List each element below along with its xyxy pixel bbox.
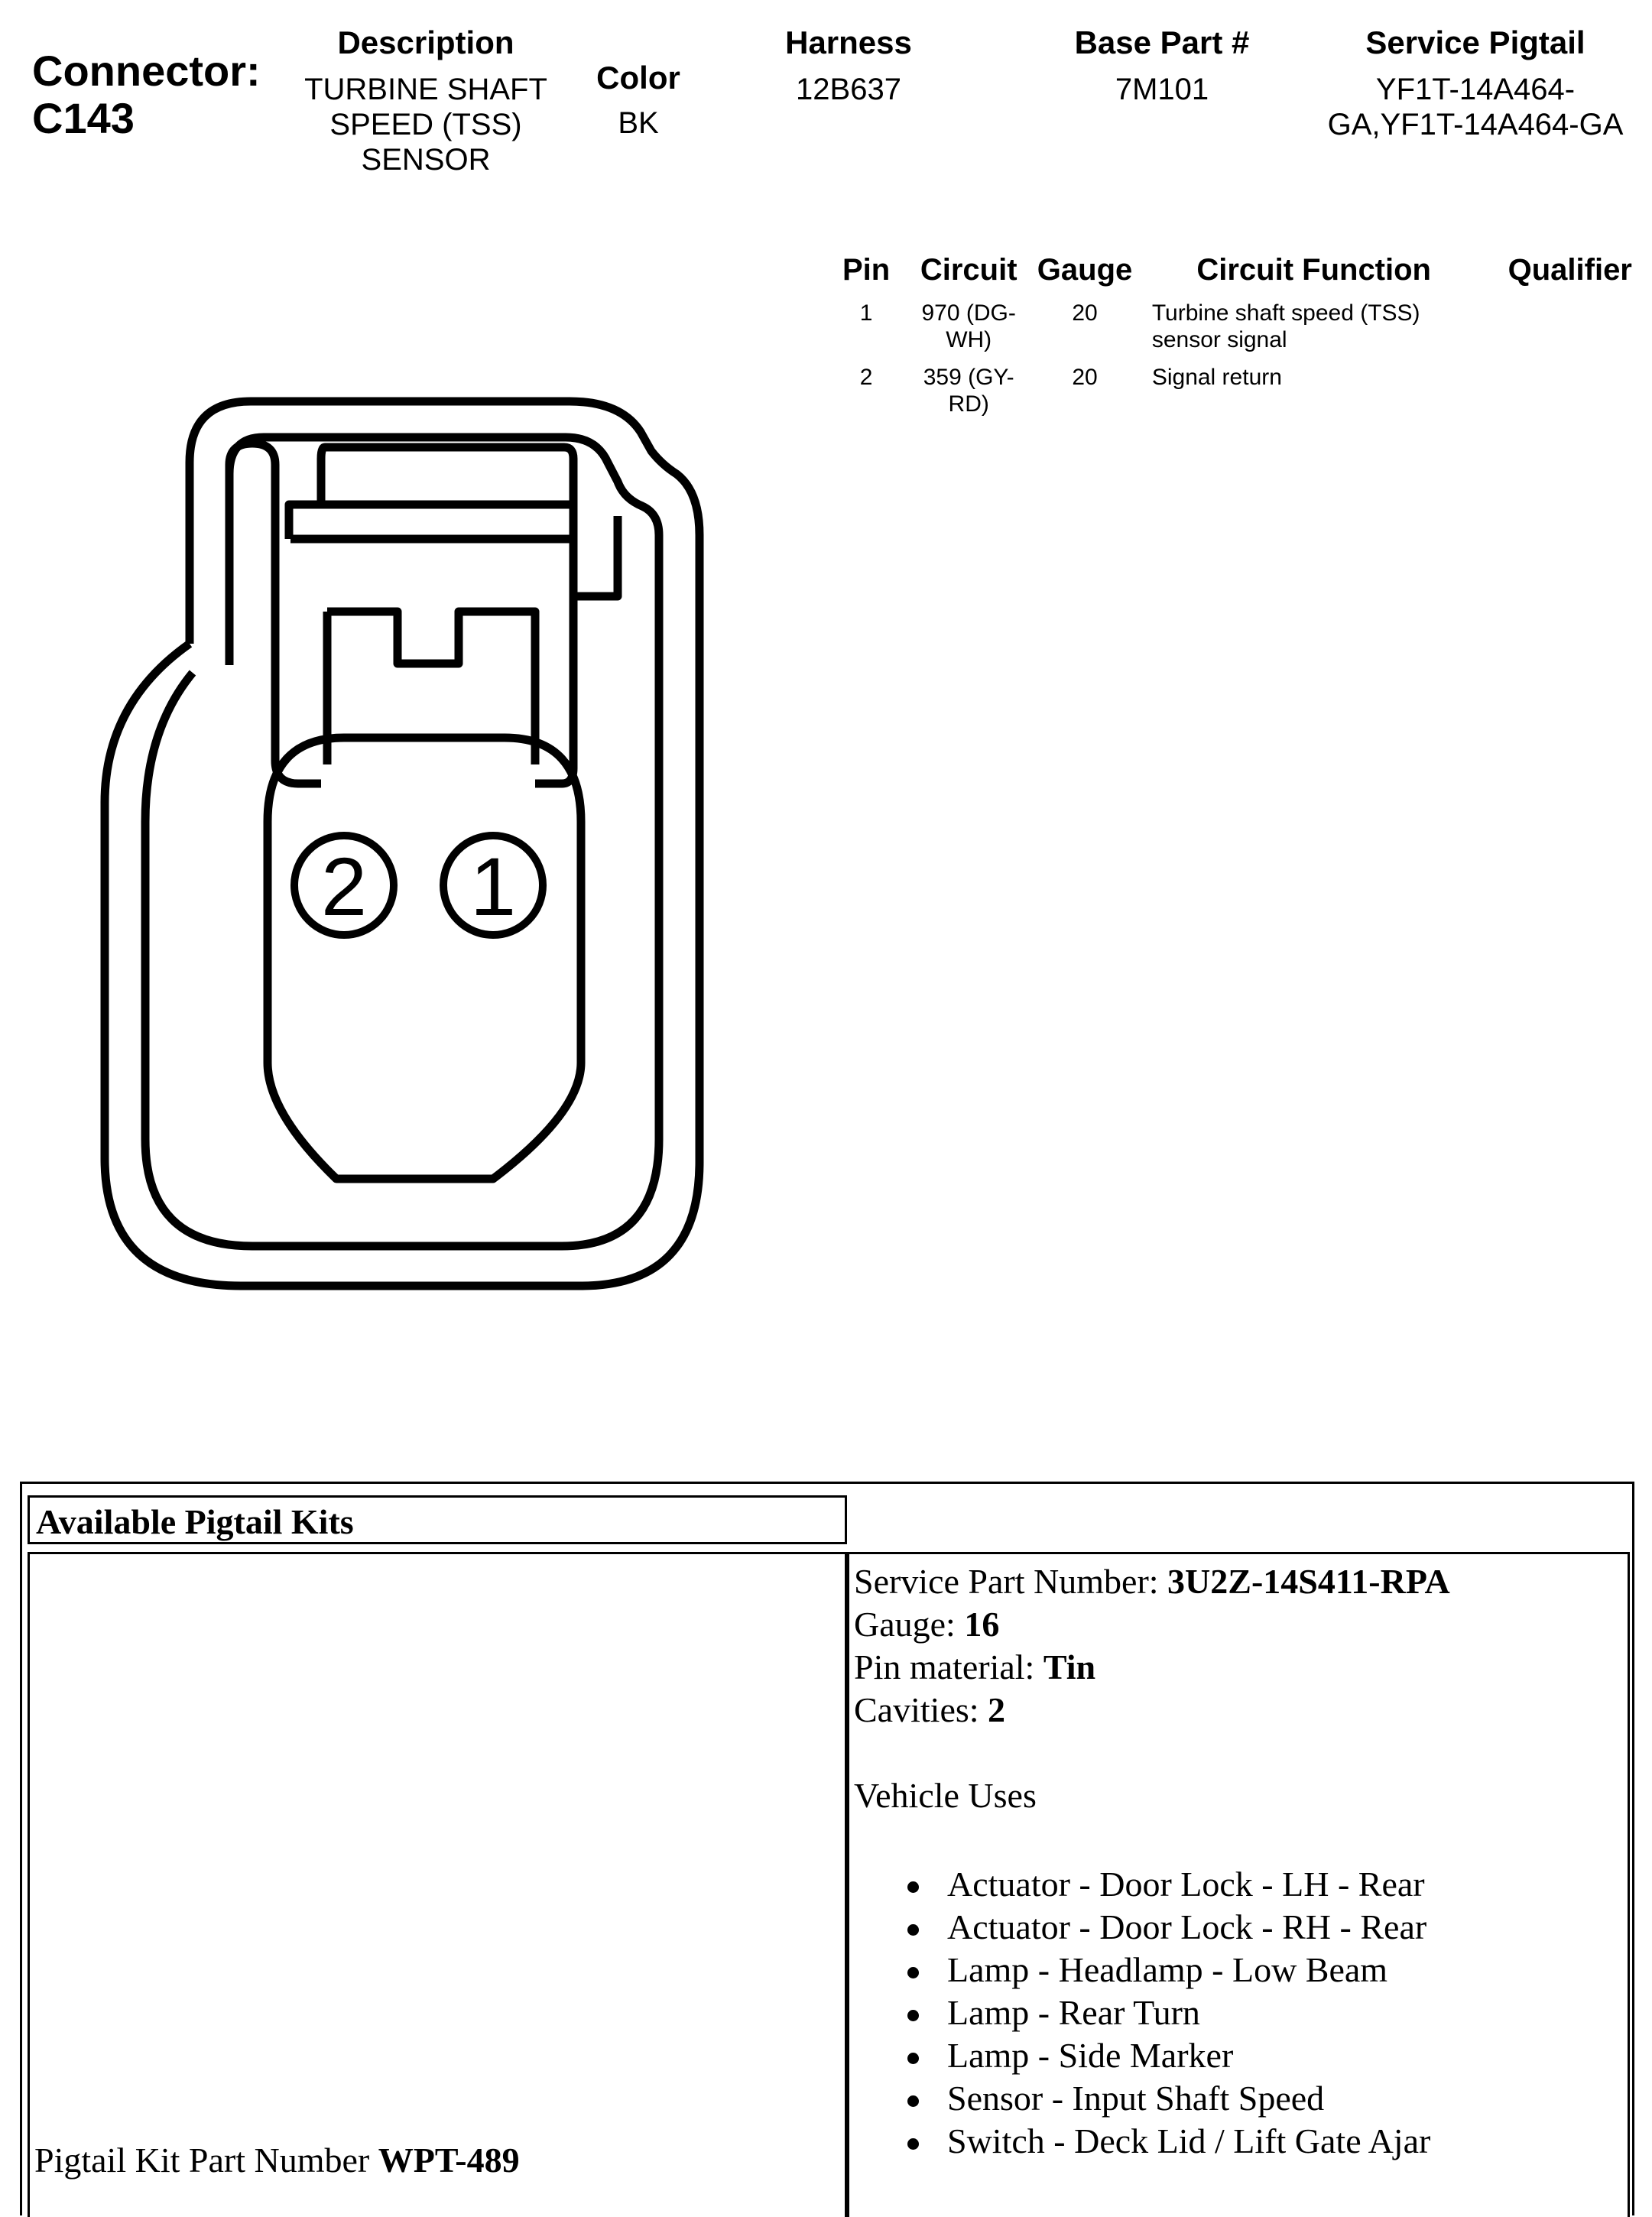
circuit-function-header: Circuit Function — [1196, 253, 1431, 287]
list-item: Lamp - Rear Turn — [907, 1991, 1450, 2034]
connector-outer-shell — [105, 401, 699, 1286]
pin-cavity-body — [268, 738, 581, 1179]
pin-2-label: 2 — [320, 840, 368, 933]
color-heading: Color — [596, 60, 680, 96]
base-part-heading: Base Part # — [1074, 24, 1250, 60]
circuit-function-cell: Turbine shaft speed (TSS) sensor signal — [1151, 300, 1420, 352]
pigtail-kit-part-number — [34, 2139, 520, 2182]
pin-table-header-row — [829, 251, 1647, 300]
base-part-value: 7M101 — [1115, 73, 1209, 106]
connector-face-diagram — [0, 0, 764, 1345]
pin-material-value: Tin — [1043, 1647, 1096, 1686]
list-item: Switch - Deck Lid / Lift Gate Ajar — [907, 2120, 1450, 2163]
circuit-cell: 970 (DG-WH) — [921, 300, 1016, 352]
pigtail-kit-part-value: WPT-489 — [378, 2141, 520, 2180]
gauge-header: Gauge — [1037, 253, 1133, 287]
circuit-cell: 359 (GY-RD) — [923, 365, 1014, 417]
cavities-value: 2 — [988, 1690, 1006, 1729]
service-pigtail-value: YF1T-14A464-GA,YF1T-14A464-GA — [1327, 73, 1624, 141]
pigtail-kit-details-cell — [847, 1552, 1630, 2217]
list-item: Actuator - Door Lock - RH - Rear — [907, 1906, 1450, 1949]
key-block — [289, 505, 618, 764]
gauge-line — [854, 1603, 1450, 1646]
cavities-label: Cavities: — [854, 1690, 988, 1729]
pigtail-kit-left-cell — [28, 1552, 847, 2217]
pigtail-kits-title: Available Pigtail Kits — [36, 1502, 354, 1541]
qualifier-cell — [1493, 364, 1648, 428]
pin-header: Pin — [842, 253, 891, 287]
list-item: Lamp - Headlamp - Low Beam — [907, 1949, 1450, 1991]
cavities-line — [854, 1689, 1450, 1732]
pin-material-line — [854, 1646, 1450, 1689]
harness-value: 12B637 — [796, 73, 901, 106]
connector-id: C143 — [32, 94, 135, 142]
pin-material-label: Pin material: — [854, 1647, 1043, 1686]
gauge-cell: 20 — [1072, 300, 1098, 326]
service-pigtail-heading: Service Pigtail — [1365, 24, 1585, 60]
pin-cell: 2 — [859, 365, 873, 390]
description-value: TURBINE SHAFT SPEED (TSS) SENSOR — [304, 73, 547, 177]
vehicle-uses-list — [854, 1863, 1450, 2163]
pin-1-label: 1 — [469, 840, 517, 933]
service-part-number-line — [854, 1560, 1450, 1603]
circuit-header: Circuit — [920, 253, 1017, 287]
service-part-label: Service Part Number: — [854, 1562, 1168, 1601]
gauge-cell: 20 — [1072, 365, 1098, 390]
list-item: Lamp - Side Marker — [907, 2034, 1450, 2077]
vehicle-uses-heading: Vehicle Uses — [854, 1776, 1037, 1815]
color-value: BK — [618, 106, 659, 140]
qualifier-cell — [1493, 300, 1648, 364]
pin-cell: 1 — [859, 300, 873, 326]
pigtail-kits-title-cell — [28, 1495, 847, 1544]
gauge-label: Gauge: — [854, 1605, 965, 1644]
connector-label-text: Connector: — [32, 47, 261, 95]
qualifier-header: Qualifier — [1508, 253, 1632, 287]
list-item: Sensor - Input Shaft Speed — [907, 2077, 1450, 2120]
gauge-value: 16 — [964, 1605, 1000, 1644]
base-part-column — [1024, 23, 1300, 107]
table-row — [829, 300, 1647, 364]
harness-heading: Harness — [785, 24, 912, 60]
circuit-function-cell: Signal return — [1151, 365, 1282, 390]
table-row — [829, 364, 1647, 428]
description-heading: Description — [337, 24, 514, 60]
list-item: Actuator - Door Lock - LH - Rear — [907, 1863, 1450, 1906]
pigtail-kit-details — [854, 1560, 1450, 2163]
service-pigtail-column — [1315, 23, 1636, 142]
pigtail-kit-part-label: Pigtail Kit Part Number — [34, 2141, 378, 2180]
pin-table — [829, 251, 1647, 428]
service-part-value: 3U2Z-14S411-RPA — [1167, 1562, 1450, 1601]
